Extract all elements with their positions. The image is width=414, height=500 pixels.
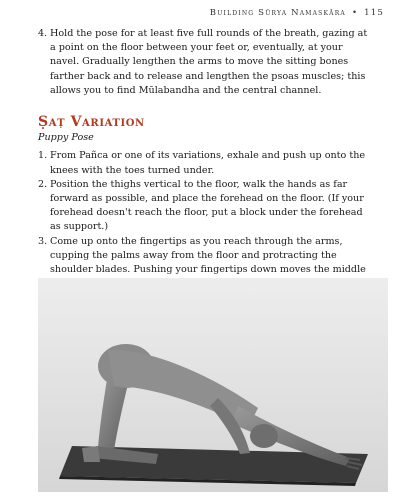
- page-number: 115: [364, 8, 384, 18]
- header-separator: •: [351, 8, 359, 18]
- step-number: 3.: [38, 235, 48, 247]
- running-title: Building Sūrya Namaskāra: [209, 8, 346, 18]
- foot: [82, 446, 100, 462]
- step-number: 4.: [38, 28, 48, 39]
- list-item: [38, 27, 368, 98]
- step-text: Hold the pose for at least five full rounds of the breath, gazing at a point on the floor between your feet or, eventually, at your navel. Gradually lengthen the arms to move the sitting bones farther back and to release and lengthen the psoas muscles; this allows you to find Mūlabandha and the central channel.: [50, 28, 368, 96]
- puppy-pose-illustration: [38, 278, 388, 492]
- puppy-pose-photo: [38, 278, 388, 492]
- section-subtitle: Puppy Pose: [38, 132, 94, 144]
- intro-step-list: [38, 27, 368, 98]
- step-text: Come up onto the fingertips as you reach through the arms, cupping the palms away from the floor and protracting the shoulder blades. Pushing your fingertips down moves the middle: [50, 235, 366, 276]
- list-item: [38, 178, 368, 235]
- list-item: [38, 149, 368, 177]
- step-number: 2.: [38, 178, 48, 190]
- head: [250, 424, 278, 448]
- step-text: Position the thighs vertical to the floor, walk the hands as far forward as possible, and place the forehead on the floor. (If your forehead doesn't reach the floor, put a block under the forehead as support.): [50, 178, 364, 233]
- step-text: From Pañca or one of its variations, exhale and push up onto the knees with the toes turned under.: [50, 150, 366, 176]
- running-header: [210, 8, 384, 18]
- section-title: Ṣaṭ Variation: [38, 114, 145, 131]
- step-number: 1.: [38, 150, 48, 162]
- text-column: [38, 27, 368, 320]
